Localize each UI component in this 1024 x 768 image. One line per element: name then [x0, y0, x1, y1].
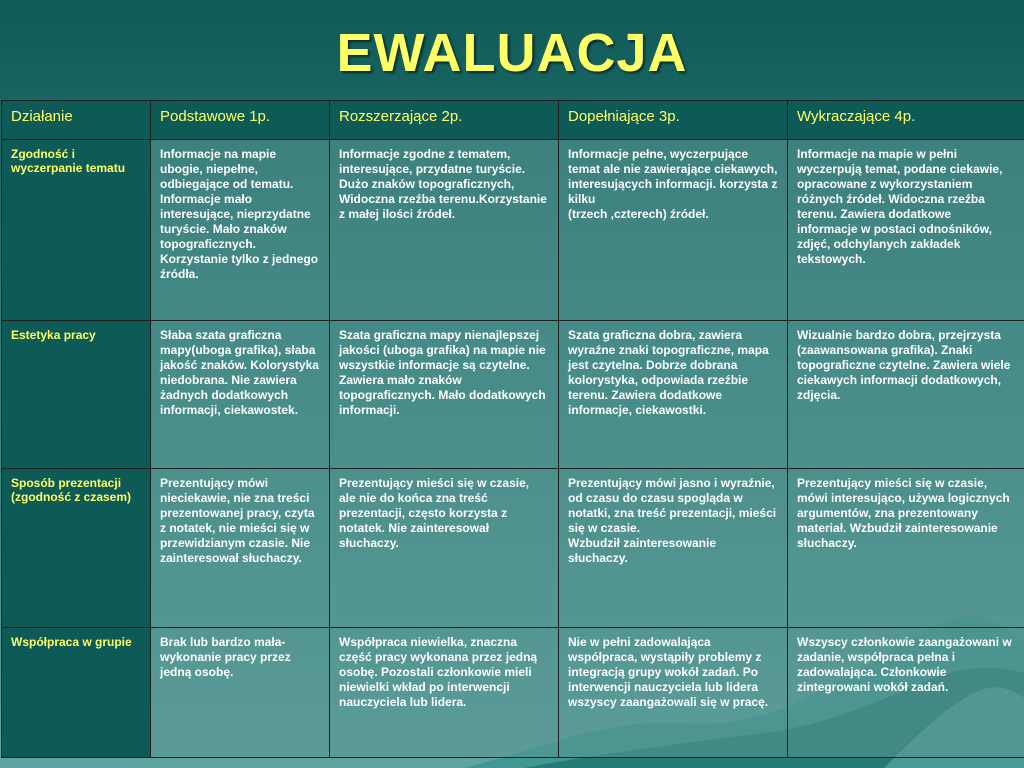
- table-cell: Prezentujący mówi jasno i wyraźnie, od czasu do czasu spogląda w notatki, zna treść prezentacji, mieści się w czasie. Wzbudził zainteresowanie słuchaczy.: [559, 469, 788, 628]
- table-cell: Słaba szata graficzna mapy(uboga grafika), słaba jakość znaków. Kolorystyka niedobrana. Nie zawiera żadnych dodatkowych informacji, ciekawostek.: [151, 320, 330, 468]
- header-action: Działanie: [2, 101, 151, 140]
- table-cell: Informacje zgodne z tematem, interesujące, przydatne turyście. Dużo znaków topograficznych, Widoczna rzeźba terenu.Korzystanie z małej ilości źródeł.: [330, 140, 559, 321]
- header-basic: Podstawowe 1p.: [151, 101, 330, 140]
- table-cell: Współpraca niewielka, znaczna część pracy wykonana przez jedną osobę. Pozostali członkowie mieli niewielki wkład po interwencji nauczyciela lub lidera.: [330, 627, 559, 757]
- table-row: [2, 140, 1024, 321]
- criterion-cell: Zgodność i wyczerpanie tematu: [2, 140, 151, 321]
- criterion-cell: Estetyka pracy: [2, 320, 151, 468]
- table-cell: Wizualnie bardzo dobra, przejrzysta (zaawansowana grafika). Znaki topograficzne czytelne. Zawiera wiele ciekawych informacji dodatkowych, zdjęcia.: [788, 320, 1024, 468]
- table-cell: Informacje na mapie w pełni wyczerpują temat, podane ciekawie, opracowane z wykorzystaniem różnych źródeł. Widoczna rzeźba terenu. Zawiera dodatkowe informacje w postaci odnośników, zdjęć, odchylanych zakładek tekstowych.: [788, 140, 1024, 321]
- table-cell: Szata graficzna dobra, zawiera wyraźne znaki topograficzne, mapa jest czytelna. Dobrze dobrana kolorystyka, odpowiada rzeźbie terenu. Zawiera dodatkowe informacje, ciekawostki.: [559, 320, 788, 468]
- table-cell: Nie w pełni zadowalająca współpraca, wystąpiły problemy z integracją grupy wokół zadań. Po interwencji nauczyciela lub lidera wszyscy zaangażowali się w pracę.: [559, 627, 788, 757]
- table-cell: Prezentujący mówi nieciekawie, nie zna treści prezentowanej pracy, czyta z notatek, nie mieści się w przewidzianym czasie. Nie zainteresował słuchaczy.: [151, 469, 330, 628]
- header-complementary: Dopełniające 3p.: [559, 101, 788, 140]
- table-row: [2, 627, 1024, 757]
- table-cell: Szata graficzna mapy nienajlepszej jakości (uboga grafika) na mapie nie wszystkie informacje są czytelne. Zawiera mało znaków topograficznych. Mało dodatkowych informacji.: [330, 320, 559, 468]
- table-row: [2, 469, 1024, 628]
- criterion-cell: Sposób prezentacji (zgodność z czasem): [2, 469, 151, 628]
- criterion-cell: Współpraca w grupie: [2, 627, 151, 757]
- table-row: [2, 320, 1024, 468]
- evaluation-table: [1, 100, 1024, 758]
- table-cell: Informacje pełne, wyczerpujące temat ale nie zawierające ciekawych, interesujących informacji. korzysta z kilku (trzech ,czterech) źródeł.: [559, 140, 788, 321]
- table-cell: Prezentujący mieści się w czasie, mówi interesująco, używa logicznych argumentów, zna prezentowany materiał. Wzbudził zainteresowanie słuchaczy.: [788, 469, 1024, 628]
- table-cell: Wszyscy członkowie zaangażowani w zadanie, współpraca pełna i zadowalająca. Członkowie zintegrowani wokół zadań.: [788, 627, 1024, 757]
- table-cell: Brak lub bardzo mała- wykonanie pracy przez jedną osobę.: [151, 627, 330, 757]
- header-exceeding: Wykraczające 4p.: [788, 101, 1024, 140]
- table-cell: Prezentujący mieści się w czasie, ale nie do końca zna treść prezentacji, często korzysta z notatek. Nie zainteresował słuchaczy.: [330, 469, 559, 628]
- header-extended: Rozszerzające 2p.: [330, 101, 559, 140]
- page-title: EWALUACJA: [336, 23, 688, 83]
- table-cell: Informacje na mapie ubogie, niepełne, odbiegające od tematu. Informacje mało interesujące, nieprzydatne turyście. Mało znaków topograficznych. Korzystanie tylko z jednego źródła.: [151, 140, 330, 321]
- table-header-row: [2, 101, 1024, 140]
